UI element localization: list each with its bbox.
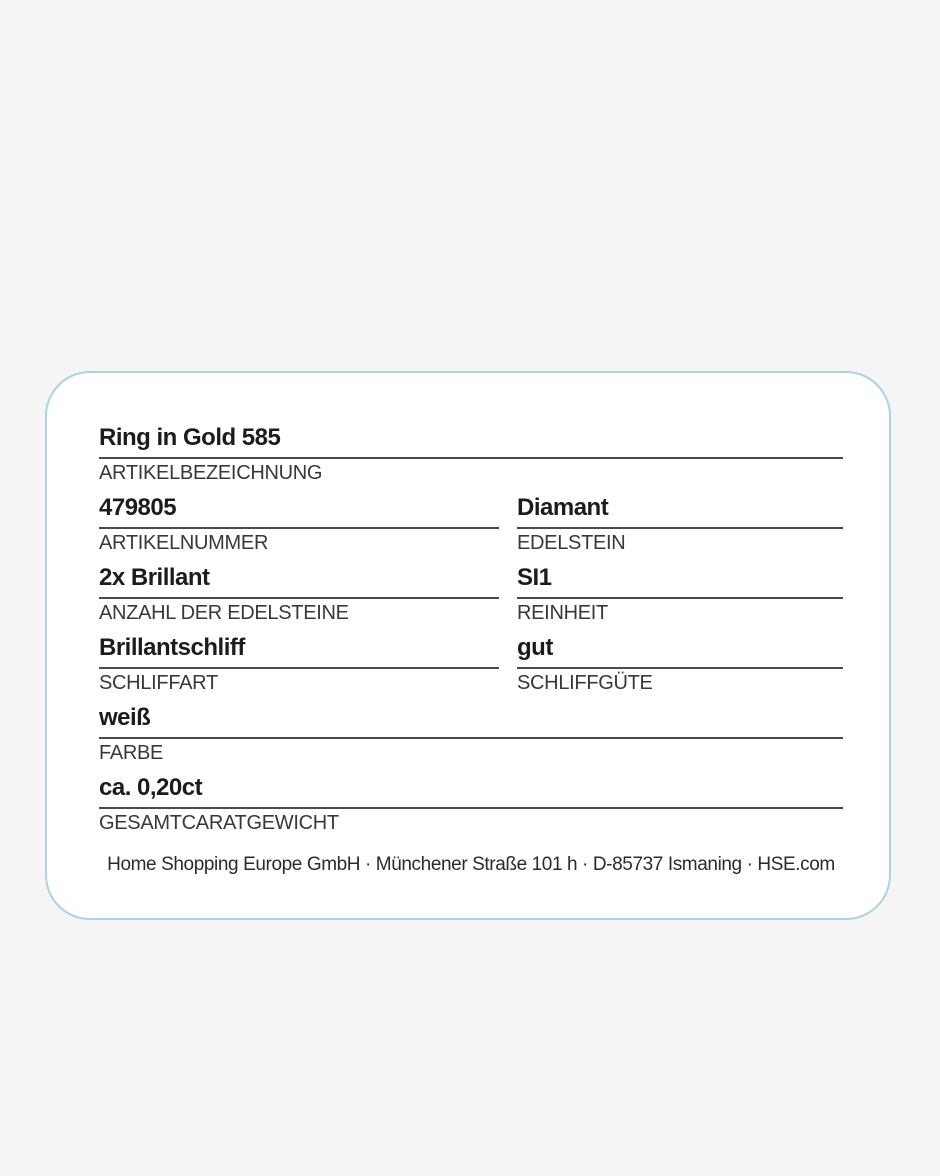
company-address-line: Home Shopping Europe GmbH · Münchener Straße 101 h · D-85737 Ismaning · HSE.com [107,854,835,875]
field-value: ca. 0,20ct [99,773,843,809]
field-value: SI1 [517,563,843,599]
field-label: SCHLIFFGÜTE [517,672,653,694]
field-value: 479805 [99,493,499,529]
field-label: SCHLIFFART [99,672,218,694]
field-value: Brillantschliff [99,633,499,669]
field-artikelnummer [99,493,499,555]
field-row [99,633,843,703]
field-value: Ring in Gold 585 [99,423,843,459]
field-label: ARTIKELNUMMER [99,532,269,554]
field-reinheit [517,563,843,625]
field-label: GESAMTCARATGEWICHT [99,812,339,834]
field-label: ARTIKELBEZEICHNUNG [99,462,323,484]
field-value: weiß [99,703,843,739]
field-label: FARBE [99,742,164,764]
field-label: REINHEIT [517,602,608,624]
field-anzahl-der-edelsteine [99,563,499,625]
field-edelstein [517,493,843,555]
field-row [99,493,843,563]
field-artikelbezeichnung [99,423,843,485]
field-schliffguete [517,633,843,695]
field-label: ANZAHL DER EDELSTEINE [99,602,349,624]
field-value: Diamant [517,493,843,529]
field-value: 2x Brillant [99,563,499,599]
field-row [99,563,843,633]
field-value: gut [517,633,843,669]
product-spec-card [45,371,891,920]
field-farbe [99,703,843,765]
field-schliffart [99,633,499,695]
field-gesamtcaratgewicht [99,773,843,835]
field-label: EDELSTEIN [517,532,626,554]
